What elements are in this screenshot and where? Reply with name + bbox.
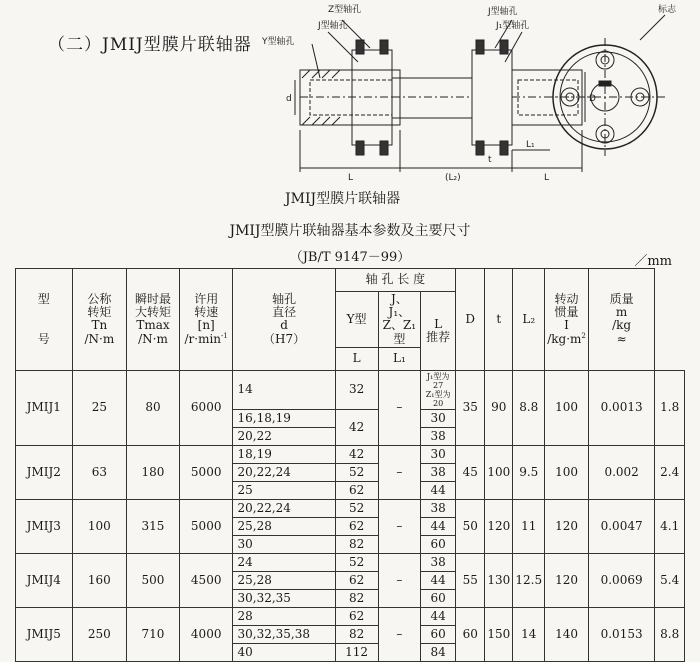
cell-l1: 38 — [421, 427, 456, 445]
header-col-L: L — [335, 347, 378, 370]
header-bore: 轴孔 直径 d （H7） — [233, 269, 335, 371]
cell-l1-note: J₁型为27 Z₁型为20 — [421, 370, 456, 409]
header-max-torque: 瞬时最 大转矩 Tmax /N·m — [127, 269, 180, 371]
label-z-hole: Z型轴孔 — [328, 5, 362, 15]
cell-speed: 5000 — [179, 499, 233, 553]
parameters-table — [15, 268, 685, 662]
cell-inertia: 0.0069 — [588, 553, 654, 607]
standard-number: （JB/T 9147－99） — [289, 250, 411, 265]
cell-mass: 5.4 — [655, 553, 685, 607]
label-y-hole: Y型轴孔 — [262, 37, 295, 47]
cell-l-rec: 60 — [456, 607, 485, 661]
cell-l1: 44 — [421, 571, 456, 589]
cell-L2: 120 — [545, 499, 589, 553]
cell-tmax: 180 — [127, 445, 180, 499]
cell-L2: 120 — [545, 553, 589, 607]
cell-l1: 44 — [421, 481, 456, 499]
cell-D: 130 — [485, 553, 513, 607]
cell-dash: – — [378, 553, 421, 607]
cell-model: JMIJ3 — [16, 499, 73, 553]
cell-y: 82 — [335, 535, 378, 553]
cell-l1: 44 — [421, 517, 456, 535]
dim-t: t — [488, 155, 492, 165]
table-row — [16, 370, 685, 409]
cell-y: 42 — [335, 445, 378, 463]
cell-bore: 18,19 — [233, 445, 335, 463]
dim-d: d — [286, 94, 292, 104]
cell-t: 8.8 — [513, 370, 545, 445]
cell-l1: 84 — [421, 643, 456, 661]
cell-y: 62 — [335, 607, 378, 625]
cell-t: 14 — [513, 607, 545, 661]
cell-L2: 100 — [545, 445, 589, 499]
cell-D: 100 — [485, 445, 513, 499]
cell-tmax: 80 — [127, 370, 180, 445]
cell-dash: – — [378, 607, 421, 661]
label-j1-hole: J₁型轴孔 — [496, 21, 530, 31]
cell-L2: 100 — [545, 370, 589, 445]
header-inertia: 转动 惯量 I $/kg\cdot m^2$ — [545, 269, 589, 371]
cell-bore: 14 — [233, 370, 335, 409]
cell-t: 9.5 — [513, 445, 545, 499]
cell-dash: – — [378, 499, 421, 553]
cell-bore: 30,32,35,38 — [233, 625, 335, 643]
label-j-hole-left: J型轴孔 — [318, 21, 348, 31]
cell-l1: 60 — [421, 535, 456, 553]
header-L2: L₂ — [513, 269, 545, 371]
dim-l-right: L — [544, 173, 550, 183]
right-flange — [472, 50, 512, 145]
cell-mass: 1.8 — [655, 370, 685, 445]
header-t: t — [485, 269, 513, 371]
header-jz-type: J、J₁、 Z、Z₁型 — [378, 292, 421, 348]
header-model: 型 号 — [16, 269, 73, 371]
header-y-type: Y型 — [335, 292, 378, 348]
cell-y: 112 — [335, 643, 378, 661]
cell-D: 90 — [485, 370, 513, 445]
cell-tmax: 500 — [127, 553, 180, 607]
cell-bore: 25 — [233, 481, 335, 499]
cell-l1: 44 — [421, 607, 456, 625]
cell-l-rec: 45 — [456, 445, 485, 499]
cell-y: 52 — [335, 499, 378, 517]
table-row — [16, 553, 685, 571]
cell-model: JMIJ4 — [16, 553, 73, 607]
table-title: JMⅠJ型膜片联轴器基本参数及主要尺寸 — [229, 223, 471, 239]
cell-l1: 38 — [421, 463, 456, 481]
header-D: D — [456, 269, 485, 371]
cell-L2: 140 — [545, 607, 589, 661]
label-mark: 标志 — [658, 5, 677, 15]
cell-bore: 20,22,24 — [233, 499, 335, 517]
cell-inertia: 0.0153 — [588, 607, 654, 661]
cell-y: 62 — [335, 481, 378, 499]
cell-bore: 30,32,35 — [233, 589, 335, 607]
cell-speed: 6000 — [179, 370, 233, 445]
cell-tn: 63 — [72, 445, 126, 499]
cell-t: 12.5 — [513, 553, 545, 607]
cell-model: JMIJ5 — [16, 607, 73, 661]
cell-bore: 24 — [233, 553, 335, 571]
header-l-recommended: L 推荐 — [421, 292, 456, 371]
cell-speed: 4000 — [179, 607, 233, 661]
unit-label: ／mm — [634, 254, 672, 269]
label-j-hole-right: J型轴孔 — [488, 7, 518, 17]
header-torque: 公称 转矩 Tn /N·m — [72, 269, 126, 371]
cell-tn: 250 — [72, 607, 126, 661]
header-hole-length: 轴 孔 长 度 — [335, 269, 455, 292]
dim-l2: (L₂) — [445, 173, 461, 183]
cell-bore: 20,22 — [233, 427, 335, 445]
cell-speed: 4500 — [179, 553, 233, 607]
cell-tn: 160 — [72, 553, 126, 607]
cell-tmax: 315 — [127, 499, 180, 553]
cell-y: 82 — [335, 625, 378, 643]
spacer-tube — [392, 78, 472, 118]
cell-y: 52 — [335, 463, 378, 481]
cell-model: JMIJ2 — [16, 445, 73, 499]
table-row — [16, 607, 685, 625]
table-row — [16, 499, 685, 517]
cell-l1: 30 — [421, 409, 456, 427]
cell-inertia: 0.0047 — [588, 499, 654, 553]
cell-bore: 25,28 — [233, 517, 335, 535]
cell-D: 150 — [485, 607, 513, 661]
cell-mass: 4.1 — [655, 499, 685, 553]
header-speed: 许用 转速 [n] $/r\cdot\min^{-1}$ — [179, 269, 233, 371]
cell-t: 11 — [513, 499, 545, 553]
cell-model: JMIJ1 — [16, 370, 73, 445]
header-col-L1: L₁ — [378, 347, 421, 370]
cell-inertia: 0.002 — [588, 445, 654, 499]
coupling-drawing — [250, 0, 700, 189]
cell-bore: 30 — [233, 535, 335, 553]
coupling-schematic — [250, 0, 700, 185]
cell-inertia: 0.0013 — [588, 370, 654, 445]
dim-l-left: L — [348, 173, 354, 183]
cell-y: 42 — [335, 409, 378, 445]
cell-mass: 8.8 — [655, 607, 685, 661]
table-row — [16, 445, 685, 463]
dim-l1: L₁ — [526, 140, 535, 150]
figure-caption: JMⅠJ型膜片联轴器 — [285, 191, 401, 207]
cell-y: 52 — [335, 553, 378, 571]
cell-l1: 60 — [421, 625, 456, 643]
cell-y: 32 — [335, 370, 378, 409]
cell-l1: 38 — [421, 499, 456, 517]
dim-D: D — [589, 94, 596, 104]
cell-l-rec: 35 — [456, 370, 485, 445]
cell-bore: 25,28 — [233, 571, 335, 589]
cell-l1: 38 — [421, 553, 456, 571]
cell-bore: 20,22,24 — [233, 463, 335, 481]
cell-l-rec: 50 — [456, 499, 485, 553]
cell-tn: 25 — [72, 370, 126, 445]
cell-D: 120 — [485, 499, 513, 553]
cell-dash: – — [378, 445, 421, 499]
cell-l1: 30 — [421, 445, 456, 463]
header-mass: 质量 m /kg ≈ — [588, 269, 654, 371]
cell-bore: 28 — [233, 607, 335, 625]
cell-mass: 2.4 — [655, 445, 685, 499]
cell-bore: 40 — [233, 643, 335, 661]
cell-y: 62 — [335, 571, 378, 589]
cell-dash: – — [378, 370, 421, 445]
cell-y: 62 — [335, 517, 378, 535]
cell-tn: 100 — [72, 499, 126, 553]
cell-tmax: 710 — [127, 607, 180, 661]
cell-bore: 16,18,19 — [233, 409, 335, 427]
cell-l-rec: 55 — [456, 553, 485, 607]
cell-y: 82 — [335, 589, 378, 607]
cell-speed: 5000 — [179, 445, 233, 499]
cell-l1: 60 — [421, 589, 456, 607]
section-heading: （二）JMⅠJ型膜片联轴器 — [48, 35, 252, 55]
